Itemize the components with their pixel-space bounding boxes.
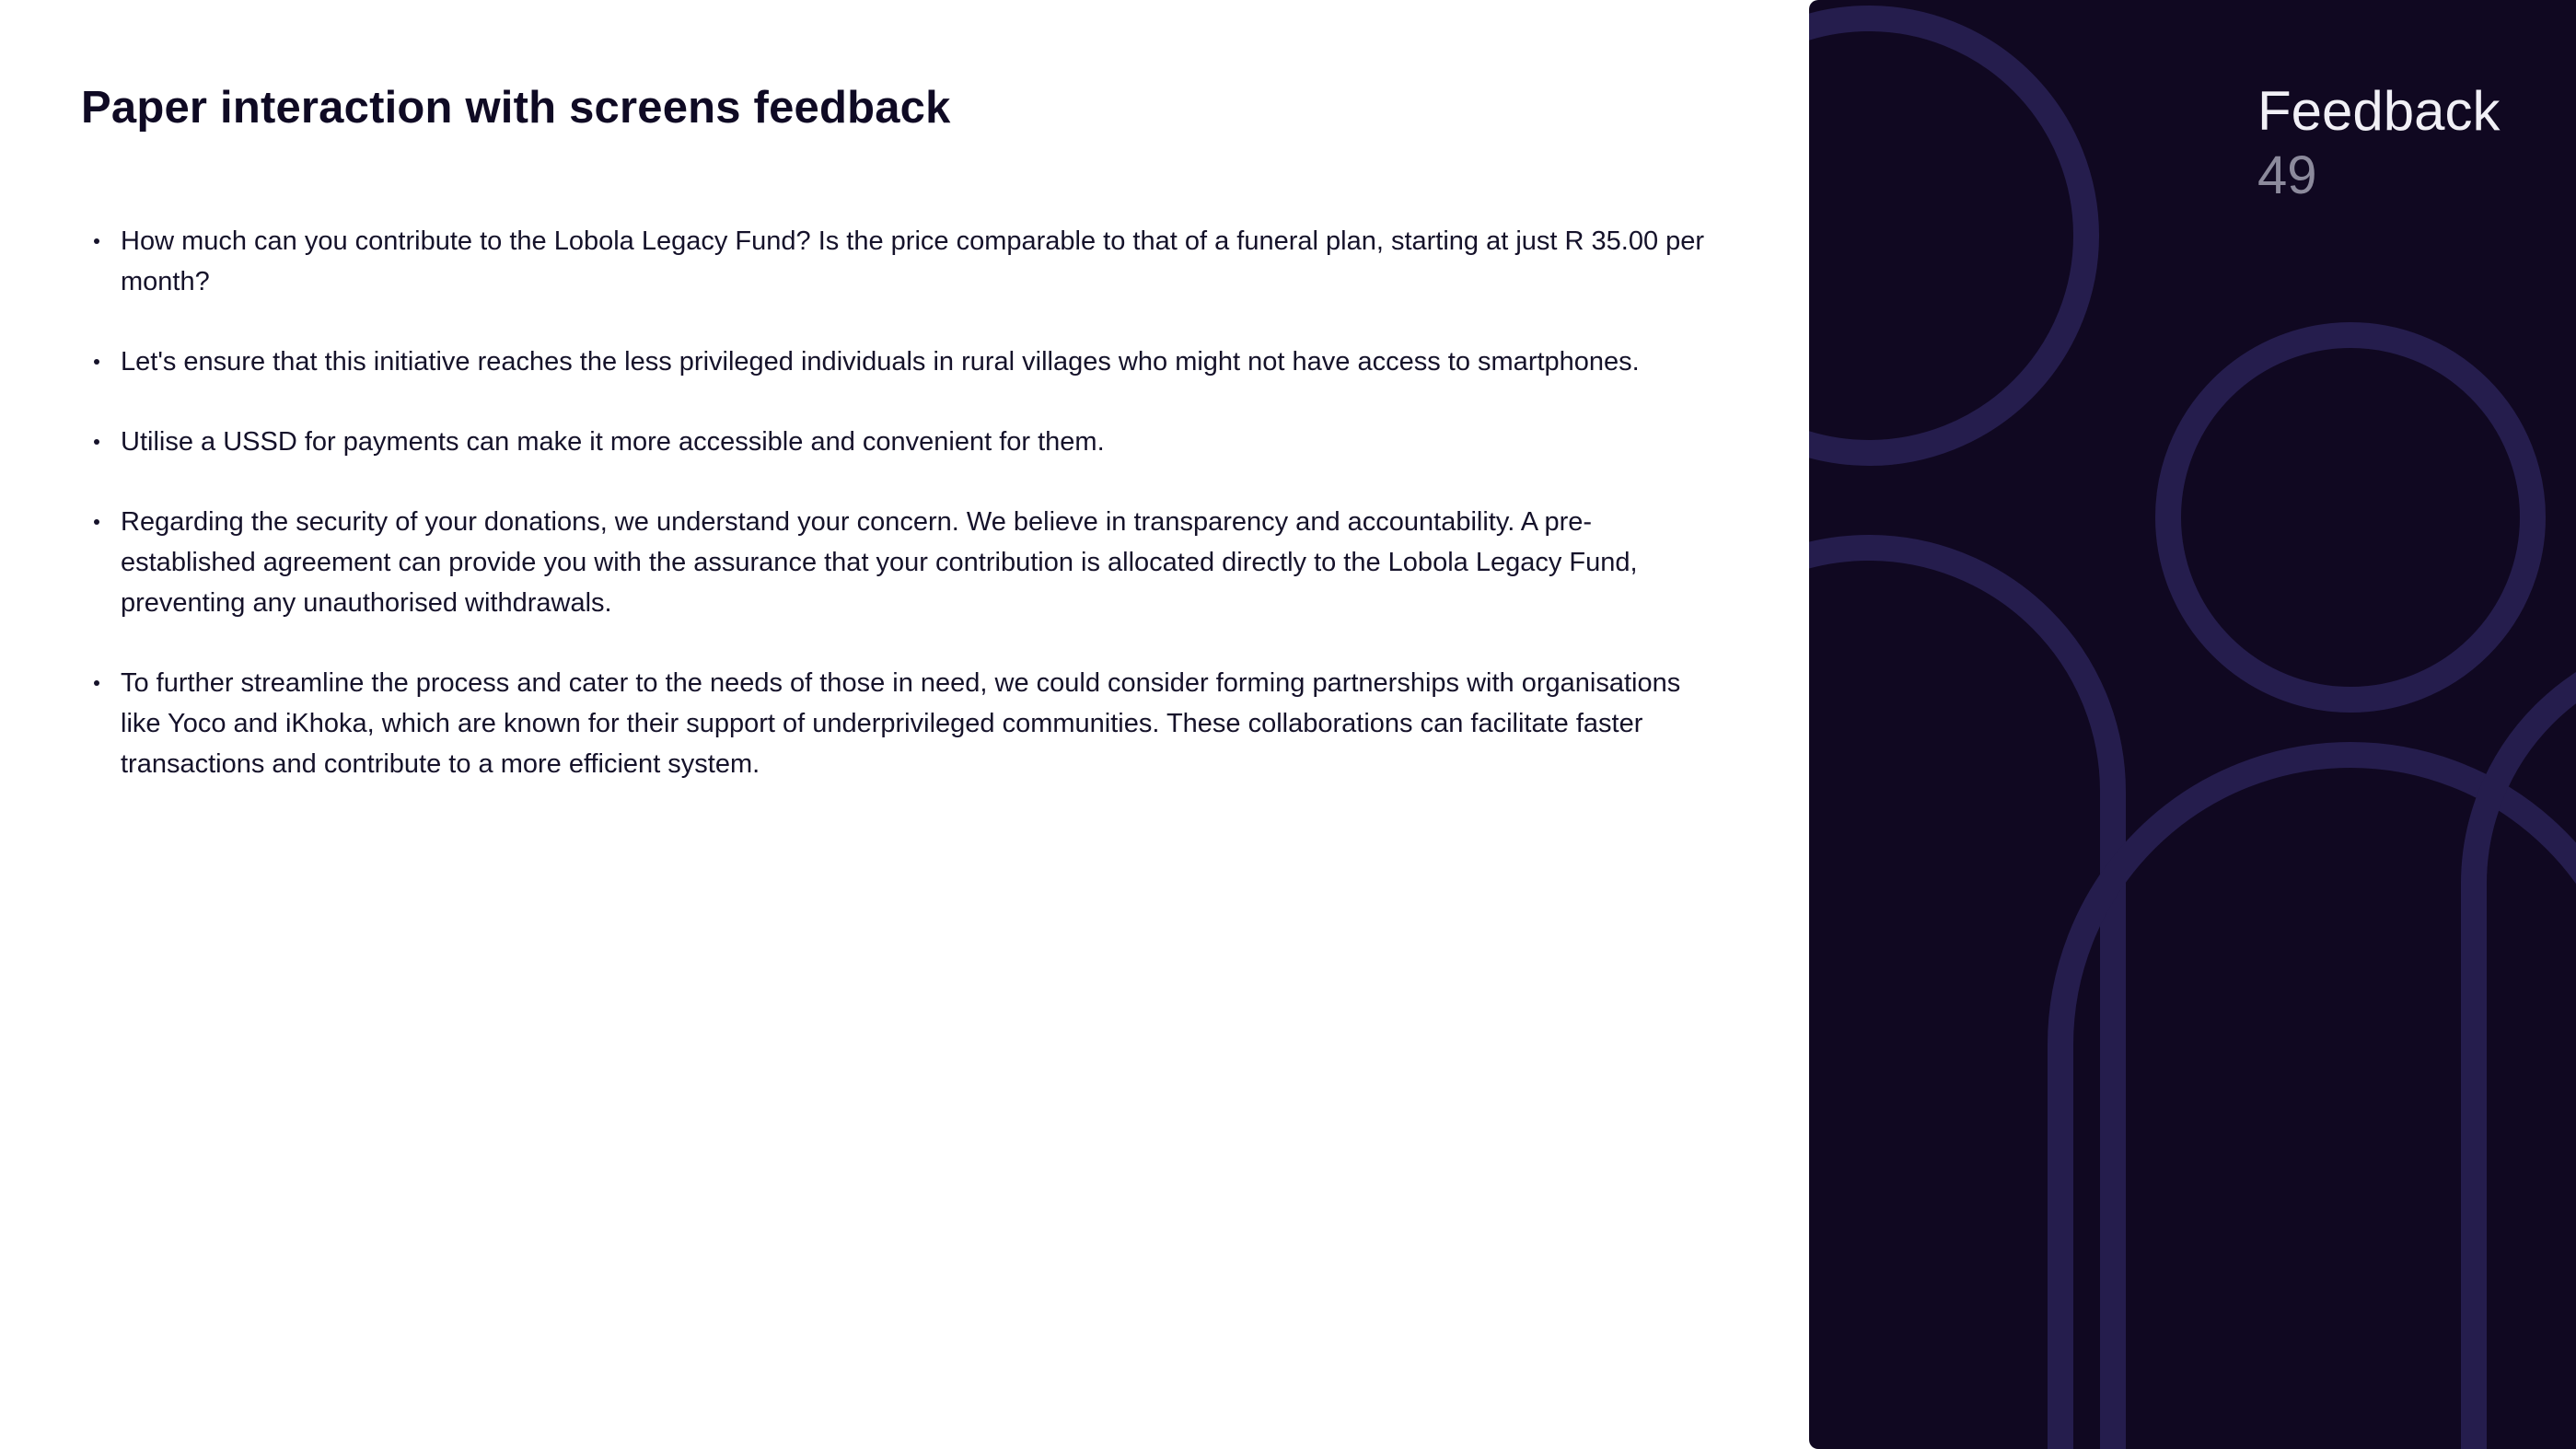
page-number: 49 <box>2257 145 2317 205</box>
bullet-item <box>81 221 1720 302</box>
bullet-text: Regarding the security of your donations, we understand your concern. We believe in transparency and accountability. A pre-established agreement can provide you with the assurance that your contribution is allocated directly to the Lobola Legacy Fund, preventing any unauthorised withdrawals. <box>121 507 1638 618</box>
bullet-text: Utilise a USSD for payments can make it more accessible and convenient for them. <box>121 427 1105 457</box>
bullet-item <box>81 663 1720 784</box>
bullet-text: To further streamline the process and cater to the needs of those in need, we could consider forming partnerships with organisations like Yoco and iKhoka, which are known for their support of underprivileged communities. These collaborations can facilitate faster transactions and contribute to a more efficient system. <box>121 668 1681 779</box>
bullet-list <box>81 221 1720 784</box>
bullet-item <box>81 422 1720 462</box>
bullet-text: Let's ensure that this initiative reaches the less privileged individuals in rural villages who might not have access to smartphones. <box>121 347 1640 377</box>
bullet-dot-icon <box>94 519 99 525</box>
person-body-arc <box>2474 644 2576 1449</box>
content-area <box>81 75 1720 824</box>
people-decoration-icon <box>1809 0 2576 1449</box>
person-head-circle <box>2168 335 2533 700</box>
person-body-arc <box>2060 755 2576 1449</box>
bullet-dot-icon <box>94 359 99 365</box>
bullet-dot-icon <box>94 238 99 244</box>
person-head-circle <box>1809 18 2086 453</box>
side-panel <box>1809 0 2576 1449</box>
bullet-item <box>81 502 1720 623</box>
section-label: Feedback <box>2257 80 2501 142</box>
bullet-item <box>81 342 1720 382</box>
bullet-dot-icon <box>94 680 99 686</box>
bullet-dot-icon <box>94 439 99 445</box>
bullet-text: How much can you contribute to the Lobola Legacy Fund? Is the price comparable to that of a funeral plan, starting at just R 35.00 per month? <box>121 226 1705 296</box>
page-title: Paper interaction with screens feedback <box>81 83 951 133</box>
